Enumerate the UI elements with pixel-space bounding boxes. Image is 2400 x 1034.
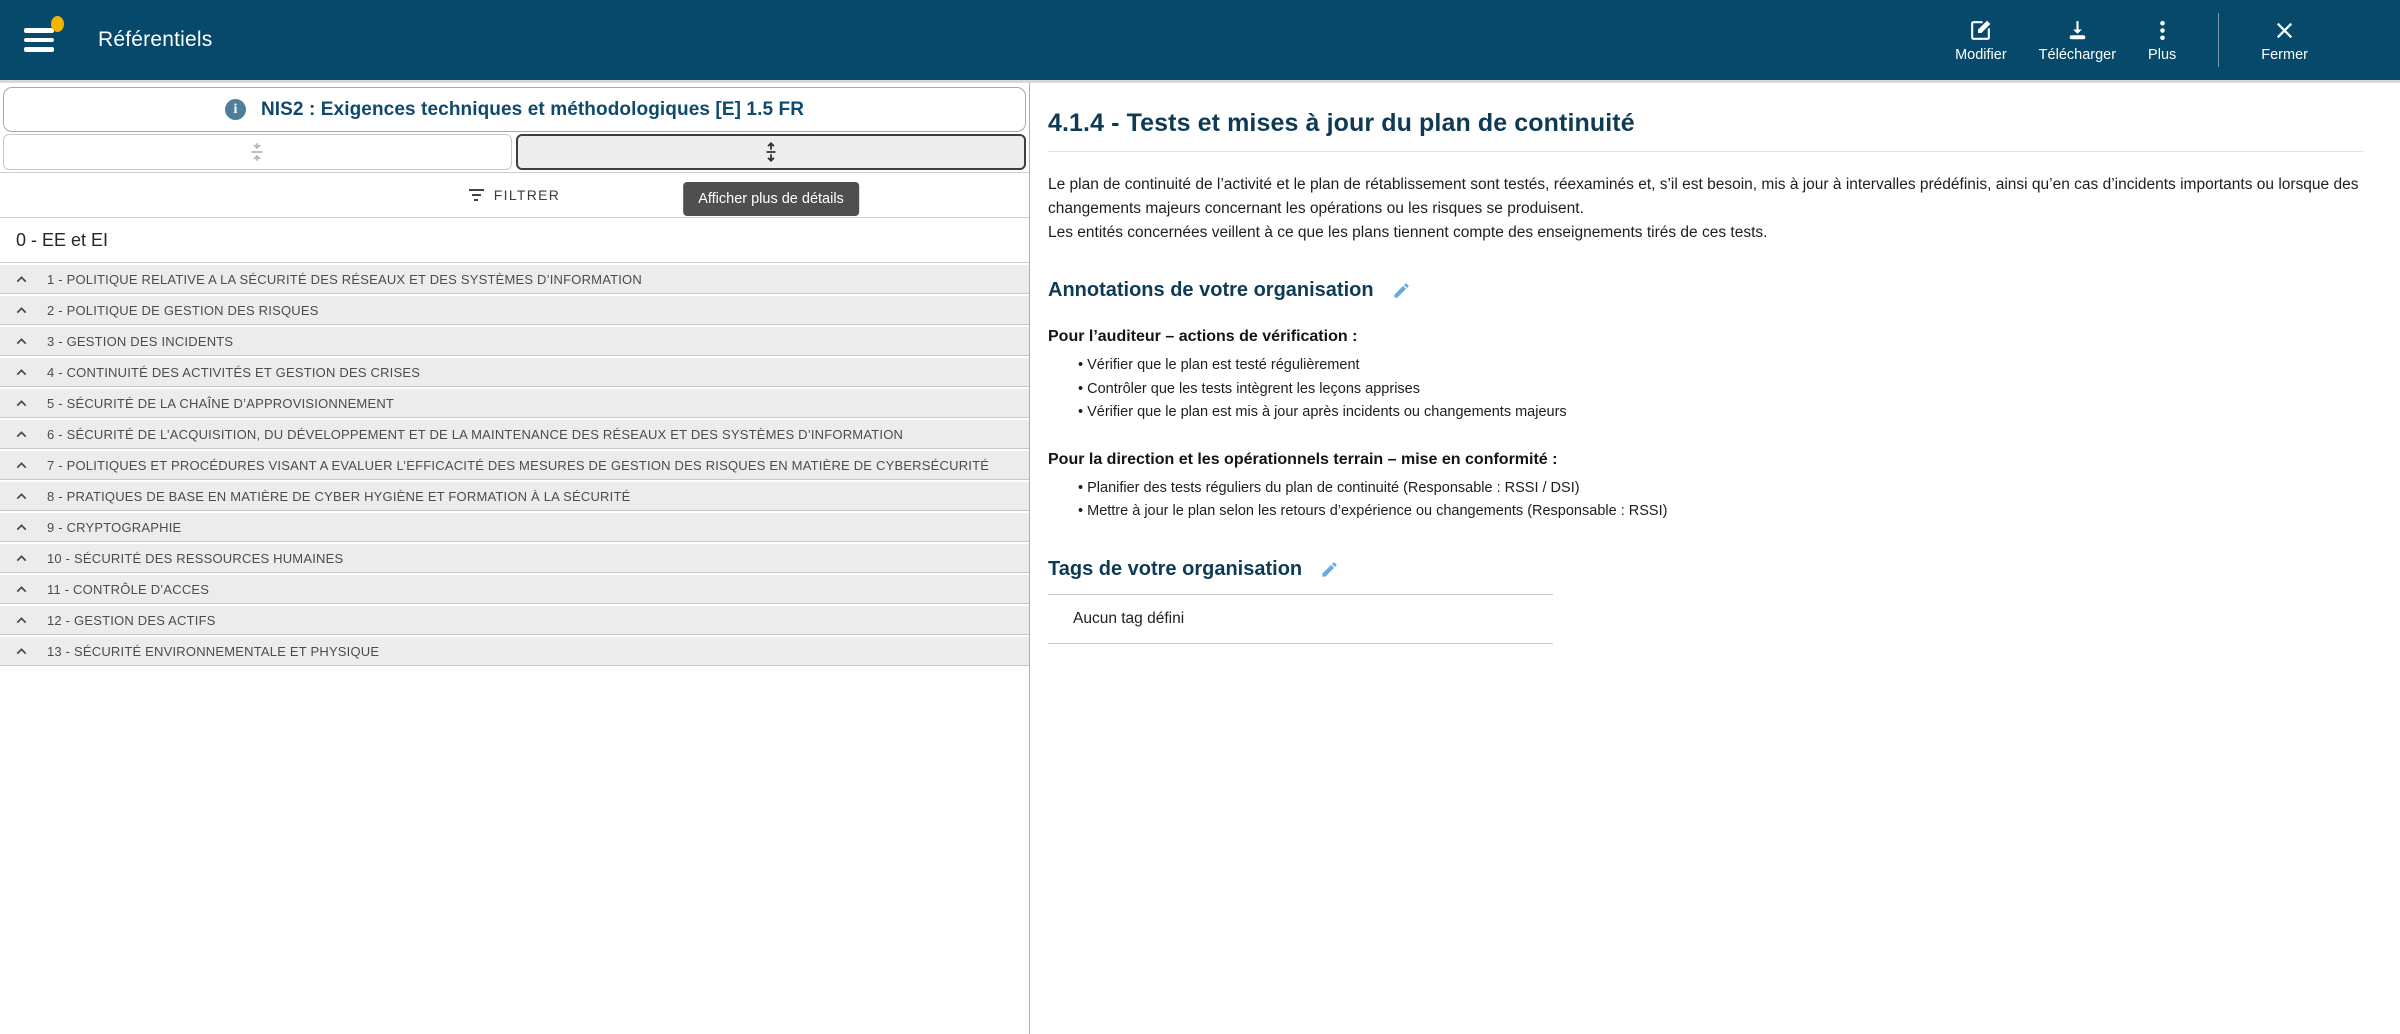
tree-item-label: 10 - SÉCURITÉ DES RESSOURCES HUMAINES [47, 550, 344, 566]
tree-item-label: 11 - CONTRÔLE D’ACCES [47, 581, 210, 597]
edit-tags-button[interactable] [1320, 560, 1339, 579]
close-button[interactable] [2245, 12, 2324, 69]
chevron-up-icon [13, 302, 30, 319]
hamburger-menu-icon[interactable] [22, 18, 66, 62]
chevron-up-icon [13, 333, 30, 350]
top-bar [0, 0, 2400, 80]
referential-header[interactable] [3, 87, 1026, 132]
chevron-up-icon [13, 581, 30, 598]
tree-item-label: 13 - SÉCURITÉ ENVIRONNEMENTALE ET PHYSIQUE [47, 643, 380, 659]
download-button-label: Télécharger [2038, 46, 2117, 63]
detail-toggle-group [3, 134, 1026, 170]
info-icon[interactable]: i [225, 99, 246, 120]
bullet-item: • Vérifier que le plan est testé régulièrement [1078, 354, 2364, 378]
tree-item-label: 6 - SÉCURITÉ DE L’ACQUISITION, DU DÉVELOPPEMENT ET DE LA MAINTENANCE DES RÉSEAUX ET DES SYSTÈMES D’INFORMATION [47, 426, 904, 442]
requirements-tree [0, 265, 1029, 666]
toolbar-divider [2218, 13, 2219, 67]
tree-item-label: 1 - POLITIQUE RELATIVE A LA SÉCURITÉ DES RÉSEAUX ET DES SYSTÈMES D’INFORMATION [47, 271, 642, 287]
referential-sidebar [0, 83, 1030, 1034]
main-area [0, 80, 2400, 1034]
tree-item-4[interactable] [0, 358, 1029, 387]
chevron-up-icon [13, 643, 30, 660]
tree-item-1[interactable] [0, 265, 1029, 294]
description-line: Les entités concernées veillent à ce que les plans tiennent compte des enseignements tirés de ces tests. [1048, 224, 1768, 241]
expand-all-icon [760, 141, 782, 163]
tooltip: Afficher plus de détails [683, 182, 859, 216]
tree-item-label: 4 - CONTINUITÉ DES ACTIVITÉS ET GESTION DES CRISES [47, 364, 421, 380]
tree-item-3[interactable] [0, 327, 1029, 356]
direction-section-title: Pour la direction et les opérationnels terrain – mise en conformité : [1048, 450, 1558, 468]
pencil-icon [1320, 560, 1339, 579]
direction-bullet-list [1048, 477, 2364, 524]
requirement-title: 4.1.4 - Tests et mises à jour du plan de continuité [1048, 109, 1635, 137]
pencil-icon [1392, 281, 1411, 300]
chevron-up-icon [13, 364, 30, 381]
tree-item-12[interactable] [0, 606, 1029, 635]
download-icon [2065, 18, 2090, 43]
tree-item-label: 5 - SÉCURITÉ DE LA CHAÎNE D’APPROVISIONNEMENT [47, 395, 395, 411]
chevron-up-icon [13, 426, 30, 443]
requirement-detail-panel [1030, 83, 2400, 1034]
notification-dot [51, 16, 64, 32]
tree-item-label: 9 - CRYPTOGRAPHIE [47, 519, 182, 535]
chevron-up-icon [13, 395, 30, 412]
edit-icon [1968, 18, 1993, 43]
more-vert-icon [2150, 18, 2175, 43]
collapse-all-icon [246, 141, 268, 163]
tags-empty-state: Aucun tag défini [1048, 594, 1553, 644]
filter-button-label: FILTRER [493, 187, 561, 203]
tree-item-2[interactable] [0, 296, 1029, 325]
tree-item-label: 3 - GESTION DES INCIDENTS [47, 333, 234, 349]
page-title: Référentiels [98, 28, 213, 51]
show-less-details-button[interactable] [3, 134, 512, 170]
tree-item-label: 2 - POLITIQUE DE GESTION DES RISQUES [47, 302, 319, 318]
filter-button[interactable] [0, 172, 1029, 218]
requirement-description [1048, 173, 2364, 245]
tags-heading: Tags de votre organisation [1048, 557, 1303, 580]
title-divider [1048, 151, 2364, 152]
chevron-up-icon [13, 457, 30, 474]
more-button-label: Plus [2148, 46, 2177, 63]
edit-annotations-button[interactable] [1392, 281, 1411, 300]
close-button-label: Fermer [2261, 46, 2308, 63]
tree-item-13[interactable] [0, 637, 1029, 666]
tree-item-label: 8 - PRATIQUES DE BASE EN MATIÈRE DE CYBER HYGIÈNE ET FORMATION À LA SÉCURITÉ [47, 488, 631, 504]
download-button[interactable] [2023, 12, 2132, 69]
bullet-item: • Mettre à jour le plan selon les retours d’expérience ou changements (Responsable : RSSI) [1078, 500, 2364, 524]
close-icon [2272, 18, 2297, 43]
referential-title: NIS2 : Exigences techniques et méthodologiques [E] 1.5 FR [260, 98, 805, 120]
modify-button[interactable] [1939, 12, 2023, 69]
tree-item-7[interactable] [0, 451, 1029, 480]
bullet-item: • Vérifier que le plan est mis à jour après incidents ou changements majeurs [1078, 401, 2364, 425]
bullet-item: • Contrôler que les tests intègrent les leçons apprises [1078, 378, 2364, 402]
auditor-section-title: Pour l’auditeur – actions de vérification : [1048, 328, 1358, 345]
tree-item-10[interactable] [0, 544, 1029, 573]
description-line: Le plan de continuité de l’activité et le plan de rétablissement sont testés, réexaminés et, s’il est besoin, mis à jour à intervalles prédéfinis, ainsi qu’en cas d’incidents importants ou lorsque des changements majeurs concernant les opérations ou les risques se produisent. [1048, 176, 2359, 217]
tree-item-label: 7 - POLITIQUES ET PROCÉDURES VISANT A EVALUER L’EFFICACITÉ DES MESURES DE GESTION DES RISQUES EN MATIÈRE DE CYBERSÉCURITÉ [47, 457, 990, 473]
tree-item-11[interactable] [0, 575, 1029, 604]
tree-item-label: 12 - GESTION DES ACTIFS [47, 612, 216, 628]
tree-item-6[interactable] [0, 420, 1029, 449]
auditor-bullet-list [1048, 354, 2364, 425]
show-more-details-button[interactable] [516, 134, 1027, 170]
tree-item-5[interactable] [0, 389, 1029, 418]
more-button[interactable] [2132, 12, 2192, 69]
chevron-up-icon [13, 612, 30, 629]
filter-icon [469, 189, 484, 201]
chevron-up-icon [13, 550, 30, 567]
chevron-up-icon [13, 519, 30, 536]
tree-item-9[interactable] [0, 513, 1029, 542]
annotations-heading: Annotations de votre organisation [1048, 279, 1374, 301]
tree-root-item[interactable]: 0 - EE et EI [0, 218, 1029, 263]
modify-button-label: Modifier [1955, 46, 2007, 63]
chevron-up-icon [13, 488, 30, 505]
chevron-up-icon [13, 271, 30, 288]
tree-item-8[interactable] [0, 482, 1029, 511]
bullet-item: • Planifier des tests réguliers du plan de continuité (Responsable : RSSI / DSI) [1078, 477, 2364, 501]
